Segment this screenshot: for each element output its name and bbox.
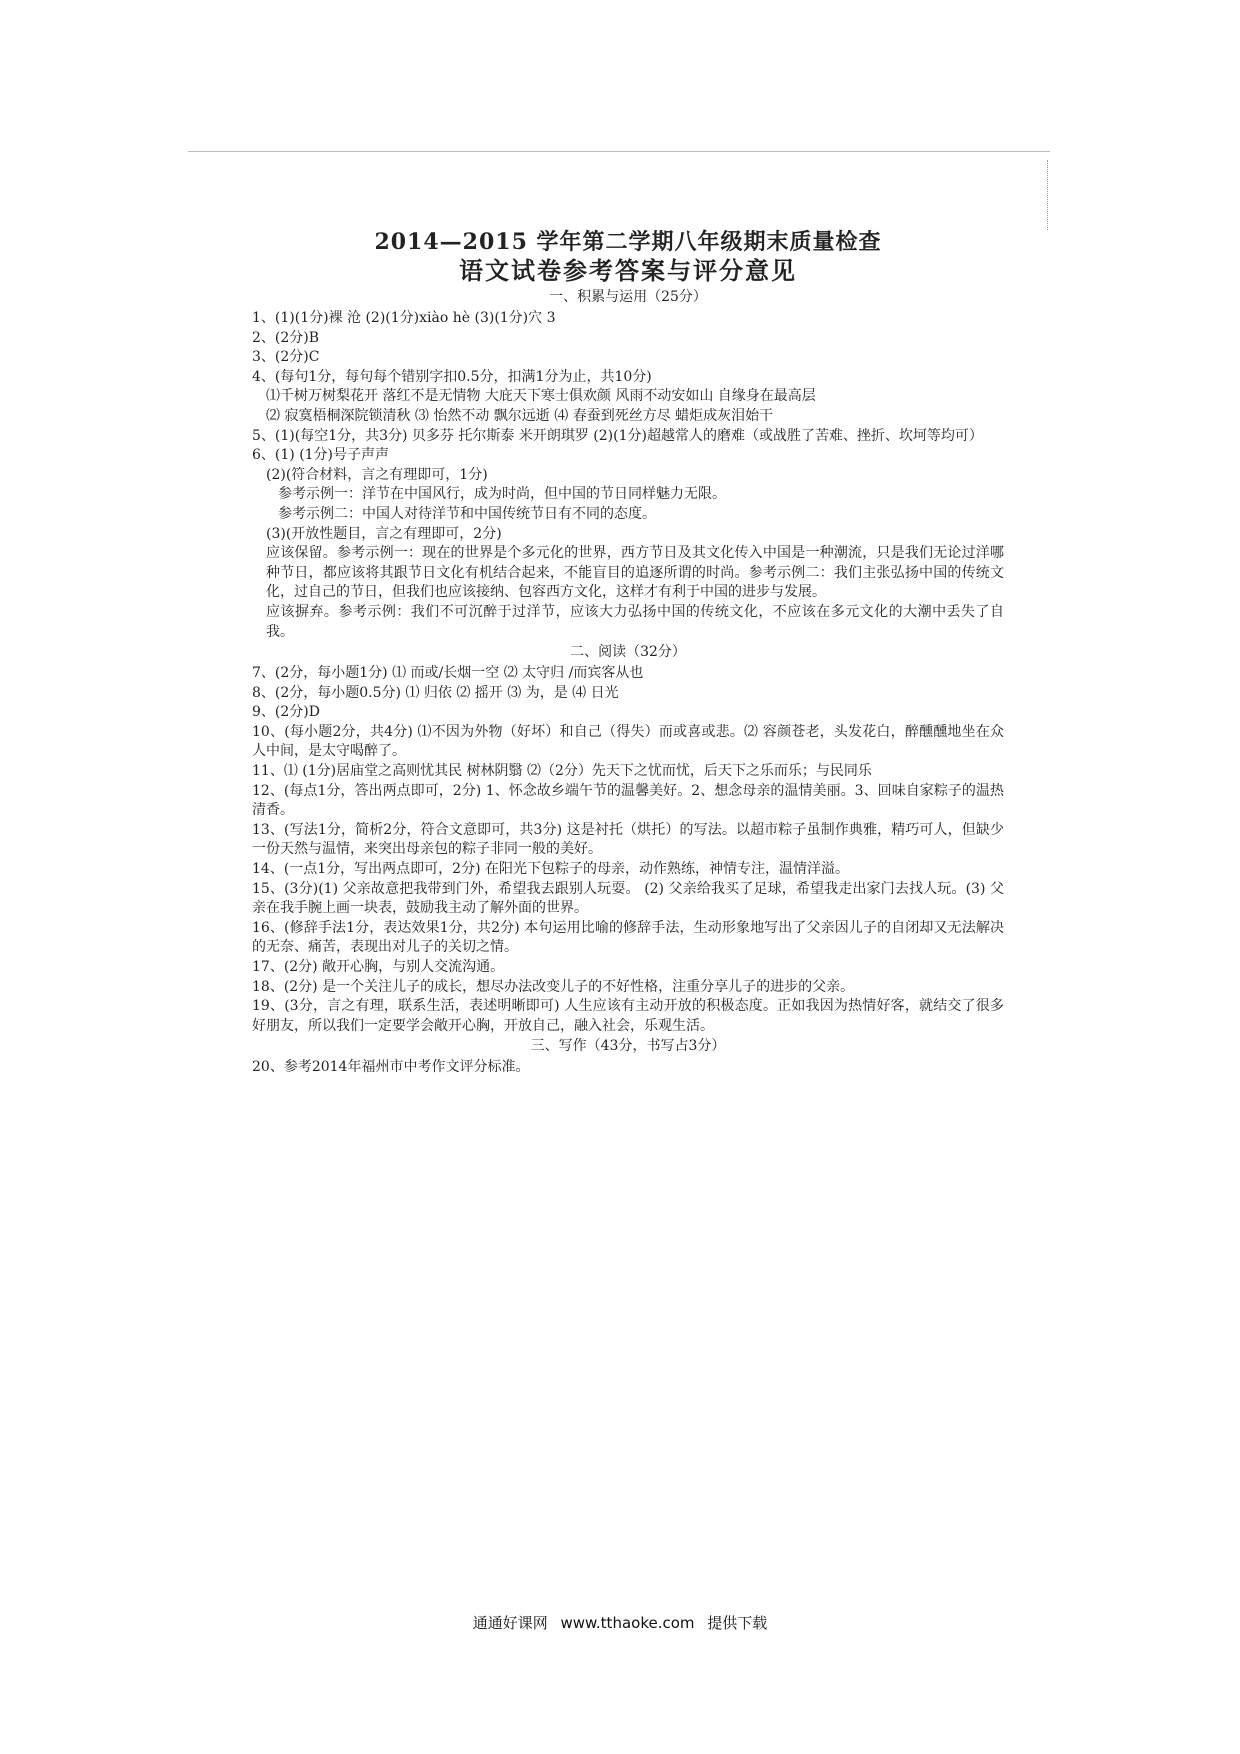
answer-16: 16、(修辞手法1分，表达效果1分，共2分) 本句运用比喻的修辞手法，生动形象地写出了父亲因儿子的自闭却又无法解决的无奈、痛苦，表现出对儿子的关切之情。 xyxy=(252,919,1004,956)
answer-20: 20、参考2014年福州市中考作文评分标准。 xyxy=(252,1059,530,1076)
footer-url[interactable]: www.tthaoke.com xyxy=(560,1614,695,1632)
footer-site-name: 通通好课网 xyxy=(472,1614,548,1632)
answer-13: 13、(写法1分，简析2分，符合文意即可，共3分) 这是衬托（烘托）的写法。以超市粽子虽制作典雅，精巧可人，但缺少一份天然与温情，来突出母亲包的粽子非同一般的美好。 xyxy=(252,821,1004,858)
scan-artifact xyxy=(1047,160,1050,230)
answer-19: 19、(3分，言之有理，联系生活，表述明晰即可) 人生应该有主动开放的积极态度。正如我因为热情好客，就结交了很多好朋友，所以我们一定要学会敞开心胸，开放自己，融入社会，乐观生活。 xyxy=(252,998,1004,1034)
answer-10: 10、(每小题2分，共4分) ⑴不因为外物（好坏）和自己（得失）而或喜或悲。⑵ 容颜苍老，头发花白，醉醺醺地坐在众人中间，是太守喝醉了。 xyxy=(252,723,1004,760)
answer-18: 18、(2分) 是一个关注儿子的成长，想尽办法改变儿子的不好性格，注重分享儿子的进步的父亲。 xyxy=(252,978,855,995)
answer-11: 11、⑴ (1分)居庙堂之高则忧其民 树林阴翳 ⑵（2分）先天下之忧而忧，后天下之乐而乐；与民同乐 xyxy=(252,763,872,780)
answer-9: 9、(2分)D xyxy=(252,704,320,721)
top-rule xyxy=(188,151,1050,152)
answer-6-example-1: 参考示例一：洋节在中国风行，成为时尚，但中国的节日同样魅力无限。 xyxy=(278,486,726,503)
scanned-answer-sheet xyxy=(252,228,1004,1268)
answer-1: 1、(1)(1分)裸 沧 (2)(1分)xiào hè (3)(1分)穴 3 xyxy=(252,310,556,326)
section-heading-2: 二、阅读（32分） xyxy=(570,644,686,661)
section-heading-3: 三、写作（43分，书写占3分） xyxy=(530,1038,726,1055)
answer-5: 5、(1)(每空1分，共3分) 贝多芬 托尔斯泰 米开朗琪罗 (2)(1分)超越常人的磨难（或战胜了苦难、挫折、坎坷等均可） xyxy=(252,427,983,444)
answer-4-part-1: ⑴千树万树梨花开 落红不是无情物 大庇天下寒士俱欢颜 风雨不动安如山 自缘身在最高层 xyxy=(266,388,816,405)
answer-3: 3、(2分)C xyxy=(252,349,320,366)
answer-6-part-3: (3)(开放性题目，言之有理即可，2分) xyxy=(266,525,502,542)
footer-tail: 提供下载 xyxy=(707,1614,768,1632)
answer-7: 7、(2分，每小题1分) ⑴ 而或/长烟一空 ⑵ 太守归 /而宾客从也 xyxy=(252,665,644,682)
answer-15: 15、(3分)(1) 父亲故意把我带到门外，希望我去跟别人玩耍。 (2) 父亲给我买了足球，希望我走出家门去找人玩。(3) 父亲在我手腕上画一块表，鼓励我主动了解外面的世界。 xyxy=(252,880,1004,917)
answer-2: 2、(2分)B xyxy=(252,329,320,346)
answer-6-part-2: (2)(符合材料，言之有理即可，1分) xyxy=(266,466,488,483)
section-heading-1: 一、积累与运用（25分） xyxy=(549,289,707,305)
answer-6-example-2: 参考示例二：中国人对待洋节和中国传统节日有不同的态度。 xyxy=(278,505,656,522)
answer-4-part-2: ⑵ 寂寞梧桐深院锁清秋 ⑶ 怡然不动 飘尔远逝 ⑷ 春蚕到死丝方尽 蜡炬成灰泪始干 xyxy=(266,407,774,424)
page-title: 2014—2015 学年第二学期八年级期末质量检查 xyxy=(374,229,882,255)
answer-17: 17、(2分) 敞开心胸，与别人交流沟通。 xyxy=(252,959,505,975)
answer-6-keep: 应该保留。参考示例一：现在的世界是个多元化的世界，西方节日及其文化传入中国是一种潮流，只是我们无论过洋哪种节日，都应该将其跟节日文化有机结合起来，不能盲目的追逐所谓的时尚。参考示例二：我们主张弘扬中国的传统文化，过自己的节日，但我们也应该接纳、包容西方文化，这样才有利于中国的进步与发展。 xyxy=(266,545,1004,601)
answer-14: 14、(一点1分，写出两点即可，2分) 在阳光下包粽子的母亲，动作熟练，神情专注，温情洋溢。 xyxy=(252,861,850,878)
answer-8: 8、(2分，每小题0.5分) ⑴ 归依 ⑵ 摇开 ⑶ 为，是 ⑷ 日光 xyxy=(252,684,619,701)
page-subtitle: 语文试卷参考答案与评分意见 xyxy=(459,256,797,285)
answer-6-part-1: 6、(1) (1分)号子声声 xyxy=(252,447,390,464)
answer-6-discard: 应该摒弃。参考示例：我们不可沉醉于过洋节，应该大力弘扬中国的传统文化，不应该在多元文化的大潮中丢失了自我。 xyxy=(266,603,1004,640)
footer xyxy=(0,1612,1240,1633)
answer-12: 12、(每点1分，答出两点即可，2分) 1、怀念故乡端午节的温馨美好。2、想念母亲的温情美丽。3、回味自家粽子的温热清香。 xyxy=(252,782,1004,819)
answer-4: 4、(每句1分，每句每个错别字扣0.5分，扣满1分为止，共10分) xyxy=(252,368,652,385)
